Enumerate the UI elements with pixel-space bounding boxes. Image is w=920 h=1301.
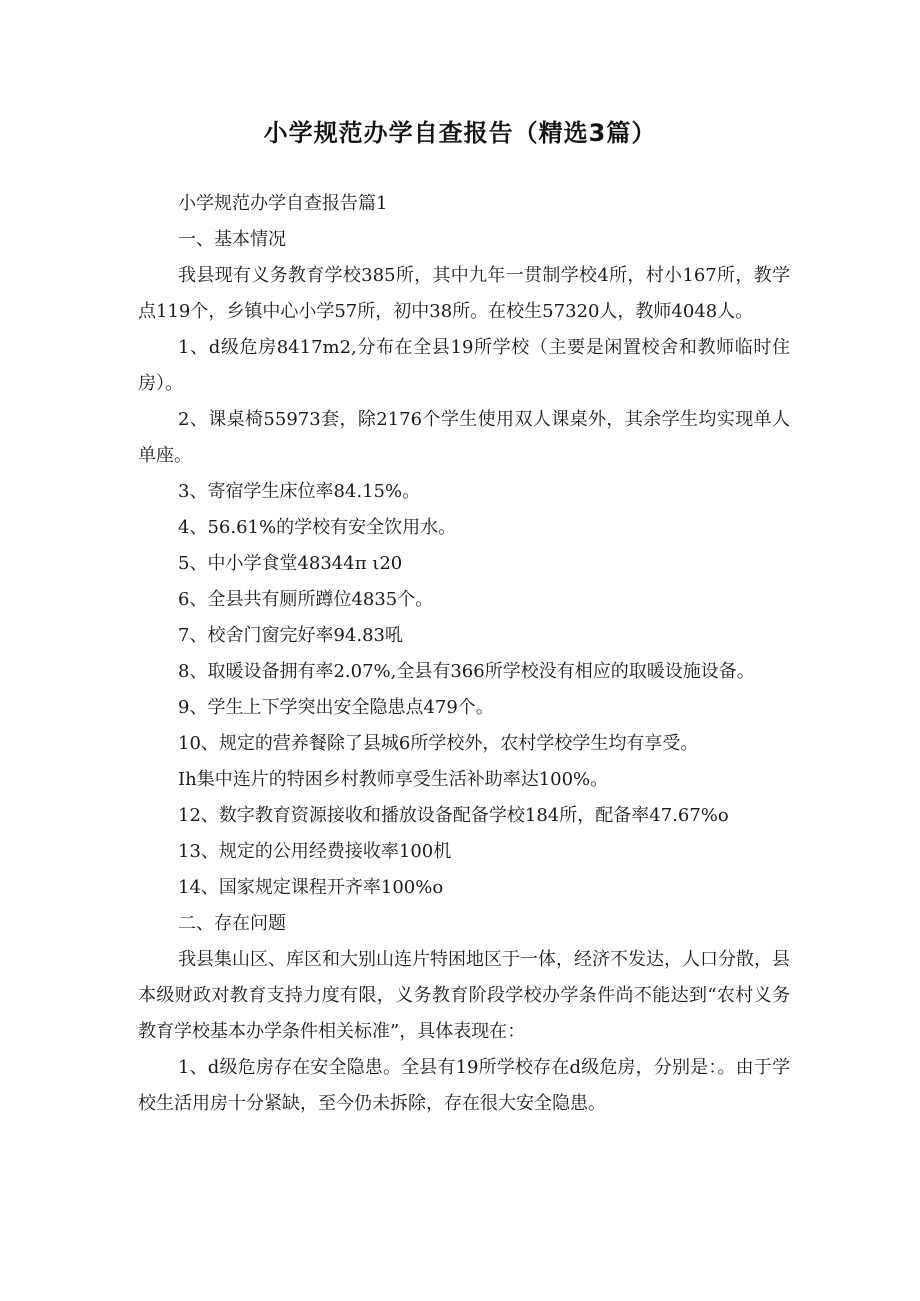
list-item: 13、规定的公用经费接收率100机 — [178, 841, 452, 862]
list-item: 14、国家规定课程开齐率100%o — [178, 877, 444, 898]
list-item: 10、规定的营养餐除了县城6所学校外，农村学校学生均有享受。 — [178, 733, 699, 754]
subsection-heading: 二、存在问题 — [178, 913, 286, 934]
paragraph: 我县集山区、库区和大别山连片特困地区于一体，经济不发达，人口分散，县本级财政对教育支持力度有限，义务教育阶段学校办学条件尚不能达到“农村义务教育学校基本办学条件相关标准”，具体表现在： — [138, 949, 790, 1042]
list-item: 8、取暖设备拥有率2.07%,全县有366所学校没有相应的取暖设施设备。 — [178, 661, 755, 682]
list-item: Ih集中连片的特困乡村教师享受生活补助率达100%。 — [178, 769, 609, 790]
list-item: 1、d级危房存在安全隐患。全县有19所学校存在d级危房，分别是：。由于学校生活用房十分紧缺，至今仍未拆除，存在很大安全隐患。 — [138, 1057, 790, 1114]
list-item: 1、d级危房8417m2,分布在全县19所学校（主要是闲置校舍和教师临时住房）。 — [138, 337, 790, 394]
list-item: 4、56.61%的学校有安全饮用水。 — [178, 517, 457, 538]
paragraph: 我县现有义务教育学校385所，其中九年一贯制学校4所，村小167所，教学点119个，乡镇中心小学57所，初中38所。在校生57320人，教师4048人。 — [138, 265, 790, 322]
subsection-heading: 一、基本情况 — [178, 229, 286, 250]
document-title: 小学规范办学自查报告（精选3篇） — [263, 119, 657, 147]
list-item: 3、寄宿学生床位率84.15%。 — [178, 481, 421, 502]
list-item: 6、全县共有厕所蹲位4835个。 — [178, 589, 434, 610]
list-item: 2、课桌椅55973套，除2176个学生使用双人课桌外，其余学生均实现单人单座。 — [138, 409, 790, 466]
list-item: 9、学生上下学突出安全隐患点479个。 — [178, 697, 494, 718]
document-body — [138, 186, 790, 1122]
list-item: 5、中小学食堂48344π ι20 — [178, 553, 403, 574]
list-item: 7、校舍门窗完好率94.83吼 — [178, 625, 403, 646]
section-heading: 小学规范办学自查报告篇1 — [178, 193, 388, 214]
list-item: 12、数字教育资源接收和播放设备配备学校184所，配备率47.67%o — [178, 805, 729, 826]
